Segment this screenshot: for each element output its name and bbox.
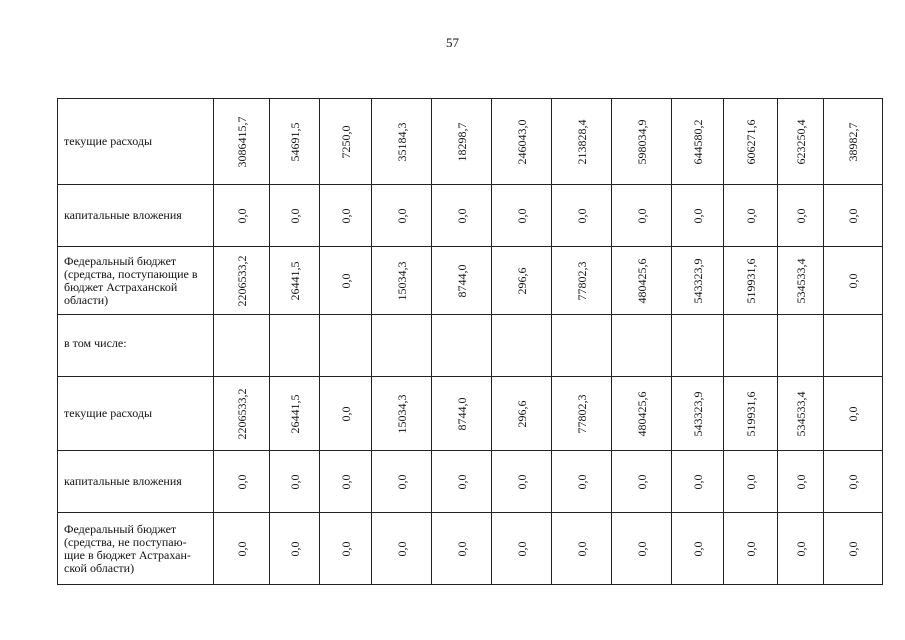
value-cell — [672, 185, 724, 247]
value-cell — [492, 185, 552, 247]
cell-value: 0,0 — [287, 474, 302, 489]
value-cell — [372, 377, 432, 451]
cell-value: 0,0 — [338, 541, 353, 556]
table-row — [58, 377, 883, 451]
cell-value: 0,0 — [287, 208, 302, 223]
cell-value: 0,0 — [634, 474, 649, 489]
cell-value: 0,0 — [846, 541, 860, 556]
row-label: текущие расходы — [58, 377, 214, 451]
budget-table — [57, 98, 883, 585]
cell-value: 623250,4 — [793, 119, 808, 164]
value-cell — [492, 315, 552, 377]
table-row — [58, 513, 883, 585]
value-cell — [372, 99, 432, 185]
cell-value: 0,0 — [634, 208, 649, 223]
value-cell — [824, 513, 883, 585]
value-cell — [778, 185, 824, 247]
value-cell — [724, 99, 778, 185]
value-cell — [214, 451, 270, 513]
cell-value: 606271,6 — [743, 119, 758, 164]
value-cell — [432, 185, 492, 247]
row-label: Федеральный бюджет (средства, поступающие в бюджет Астраханской области) — [58, 247, 214, 315]
cell-value: 0,0 — [514, 474, 529, 489]
value-cell — [214, 377, 270, 451]
cell-value: 0,0 — [394, 474, 409, 489]
value-cell — [320, 315, 372, 377]
cell-value: 0,0 — [338, 273, 353, 288]
cell-value: 0,0 — [514, 208, 529, 223]
cell-value: 0,0 — [338, 208, 353, 223]
value-cell — [270, 99, 320, 185]
value-cell — [320, 99, 372, 185]
value-cell — [552, 315, 612, 377]
value-cell — [432, 451, 492, 513]
value-cell — [214, 247, 270, 315]
value-cell — [672, 315, 724, 377]
value-cell — [432, 513, 492, 585]
value-cell — [372, 451, 432, 513]
cell-value: 598034,9 — [634, 119, 649, 164]
cell-value: 15034,3 — [394, 394, 409, 433]
cell-value: 0,0 — [743, 474, 758, 489]
cell-value: 15034,3 — [394, 261, 409, 300]
cell-value: 246043,0 — [514, 119, 529, 164]
row-label: капитальные вложения — [58, 451, 214, 513]
cell-value: 2206533,2 — [234, 255, 249, 306]
value-cell — [270, 247, 320, 315]
cell-value: 296,6 — [514, 267, 529, 294]
cell-value: 8744,0 — [454, 264, 469, 297]
cell-value: 35184,3 — [394, 122, 409, 161]
value-cell — [492, 451, 552, 513]
cell-value: 0,0 — [634, 541, 649, 556]
cell-value: 18298,7 — [454, 122, 469, 161]
cell-value: 0,0 — [234, 474, 249, 489]
value-cell — [824, 377, 883, 451]
cell-value: 54691,5 — [287, 122, 302, 161]
value-cell — [724, 377, 778, 451]
value-cell — [270, 451, 320, 513]
cell-value: 0,0 — [690, 208, 705, 223]
cell-value: 0,0 — [793, 474, 808, 489]
value-cell — [320, 247, 372, 315]
cell-value: 0,0 — [287, 541, 302, 556]
value-cell — [672, 451, 724, 513]
cell-value: 0,0 — [846, 474, 860, 489]
value-cell — [824, 247, 883, 315]
value-cell — [552, 185, 612, 247]
table-row — [58, 315, 883, 377]
cell-value: 77802,3 — [574, 261, 589, 300]
value-cell — [372, 315, 432, 377]
cell-value: 0,0 — [338, 406, 353, 421]
cell-value: 0,0 — [394, 541, 409, 556]
value-cell — [492, 377, 552, 451]
value-cell — [432, 247, 492, 315]
value-cell — [552, 451, 612, 513]
value-cell — [612, 99, 672, 185]
value-cell — [432, 377, 492, 451]
table-row — [58, 99, 883, 185]
cell-value: 0,0 — [454, 208, 469, 223]
table-row — [58, 185, 883, 247]
value-cell — [672, 247, 724, 315]
cell-value: 0,0 — [574, 474, 589, 489]
cell-value: 543323,9 — [690, 258, 705, 303]
value-cell — [552, 99, 612, 185]
value-cell — [214, 315, 270, 377]
value-cell — [432, 315, 492, 377]
cell-value: 519931,6 — [743, 391, 758, 436]
value-cell — [612, 185, 672, 247]
row-label: капитальные вложения — [58, 185, 214, 247]
cell-value: 8744,0 — [454, 397, 469, 430]
value-cell — [270, 315, 320, 377]
value-cell — [372, 513, 432, 585]
row-label: текущие расходы — [58, 99, 214, 185]
value-cell — [432, 99, 492, 185]
value-cell — [612, 451, 672, 513]
table-body — [58, 99, 883, 585]
cell-value: 3086415,7 — [234, 116, 249, 167]
value-cell — [672, 513, 724, 585]
cell-value: 0,0 — [454, 474, 469, 489]
cell-value: 213828,4 — [574, 119, 589, 164]
cell-value: 26441,5 — [287, 394, 302, 433]
value-cell — [778, 513, 824, 585]
value-cell — [672, 99, 724, 185]
table-row — [58, 451, 883, 513]
value-cell — [320, 513, 372, 585]
page-number: 57 — [446, 35, 459, 50]
value-cell — [724, 247, 778, 315]
cell-value: 0,0 — [514, 541, 529, 556]
value-cell — [320, 377, 372, 451]
value-cell — [778, 377, 824, 451]
value-cell — [778, 99, 824, 185]
value-cell — [270, 377, 320, 451]
cell-value: 77802,3 — [574, 394, 589, 433]
value-cell — [824, 315, 883, 377]
row-label: в том числе: — [58, 315, 214, 377]
cell-value: 0,0 — [793, 541, 808, 556]
value-cell — [320, 451, 372, 513]
value-cell — [492, 99, 552, 185]
cell-value: 0,0 — [338, 474, 353, 489]
value-cell — [612, 315, 672, 377]
value-cell — [552, 247, 612, 315]
cell-value: 534533,4 — [793, 391, 808, 436]
value-cell — [724, 513, 778, 585]
cell-value: 0,0 — [743, 541, 758, 556]
value-cell — [724, 315, 778, 377]
cell-value: 0,0 — [846, 406, 860, 421]
cell-value: 644580,2 — [690, 119, 705, 164]
cell-value: 480425,6 — [634, 391, 649, 436]
cell-value: 2206533,2 — [234, 388, 249, 439]
value-cell — [724, 451, 778, 513]
value-cell — [824, 451, 883, 513]
value-cell — [824, 99, 883, 185]
row-label: Федеральный бюджет (средства, не поступаю-щие в бюджет Астрахан-ской области) — [58, 513, 214, 585]
value-cell — [492, 247, 552, 315]
cell-value: 519931,6 — [743, 258, 758, 303]
value-cell — [214, 99, 270, 185]
table-row — [58, 247, 883, 315]
cell-value: 0,0 — [743, 208, 758, 223]
value-cell — [552, 513, 612, 585]
cell-value: 0,0 — [234, 541, 249, 556]
value-cell — [214, 185, 270, 247]
value-cell — [492, 513, 552, 585]
cell-value: 0,0 — [234, 208, 249, 223]
cell-value: 0,0 — [574, 541, 589, 556]
value-cell — [672, 377, 724, 451]
cell-value: 480425,6 — [634, 258, 649, 303]
value-cell — [612, 513, 672, 585]
cell-value: 543323,9 — [690, 391, 705, 436]
value-cell — [824, 185, 883, 247]
value-cell — [270, 185, 320, 247]
value-cell — [612, 377, 672, 451]
value-cell — [724, 185, 778, 247]
value-cell — [612, 247, 672, 315]
cell-value: 0,0 — [394, 208, 409, 223]
cell-value: 7250,0 — [338, 125, 353, 158]
value-cell — [320, 185, 372, 247]
value-cell — [372, 185, 432, 247]
cell-value: 26441,5 — [287, 261, 302, 300]
value-cell — [270, 513, 320, 585]
cell-value: 534533,4 — [793, 258, 808, 303]
cell-value: 0,0 — [846, 273, 860, 288]
value-cell — [778, 451, 824, 513]
value-cell — [778, 247, 824, 315]
cell-value: 296,6 — [514, 400, 529, 427]
value-cell — [778, 315, 824, 377]
cell-value: 0,0 — [690, 474, 705, 489]
cell-value: 0,0 — [690, 541, 705, 556]
value-cell — [552, 377, 612, 451]
cell-value: 38982,7 — [846, 122, 860, 161]
value-cell — [372, 247, 432, 315]
cell-value: 0,0 — [574, 208, 589, 223]
cell-value: 0,0 — [793, 208, 808, 223]
cell-value: 0,0 — [846, 208, 860, 223]
value-cell — [214, 513, 270, 585]
cell-value: 0,0 — [454, 541, 469, 556]
